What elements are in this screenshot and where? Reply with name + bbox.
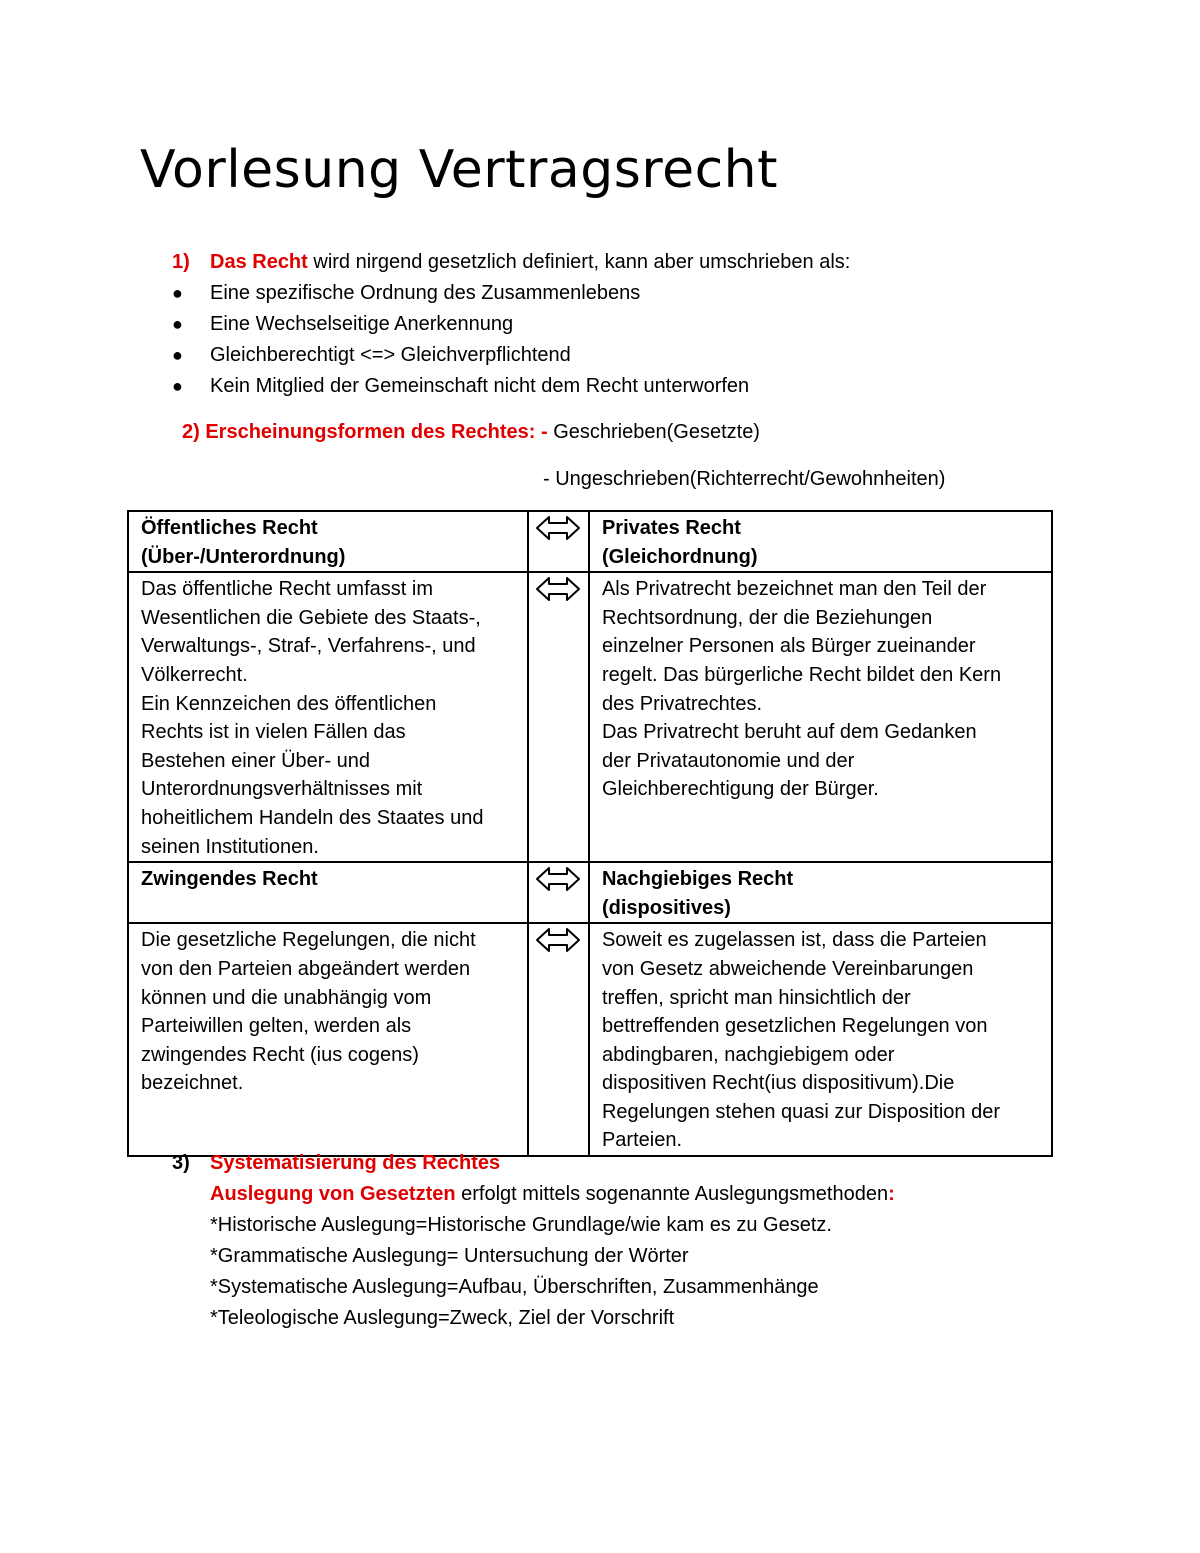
section-3-heading-row [172, 1148, 895, 1179]
cell-text-line: können und die unabhängig vom [141, 986, 432, 1009]
cell-text-line: dispositiven Recht(ius dispositivum).Die [601, 1072, 955, 1095]
cell-text-line: Regelungen stehen quasi zur Disposition der [601, 1100, 1000, 1123]
section-3-sub-text: erfolgt mittels sogenannte Auslegungsmethoden [455, 1183, 889, 1205]
cell-text-line: der Privatautonomie und der [601, 749, 855, 772]
section-3-heading: Systematisierung des Rechtes [210, 1152, 501, 1174]
table-cell-arrow [528, 923, 589, 1156]
table-cell-left [128, 923, 528, 1156]
table-cell-left [128, 862, 528, 923]
list-item-text: Eine Wechselseitige Anerkennung [210, 313, 514, 335]
cell-text-line: regelt. Das bürgerliche Recht bildet den Kern [601, 663, 1002, 686]
double-arrow-icon [535, 865, 581, 893]
cell-text-line: von Gesetz abweichende Vereinbarungen [601, 957, 974, 980]
cell-text-line: Rechts ist in vielen Fällen das [141, 721, 406, 744]
section-2-heading: 2) Erscheinungsformen des Rechtes: - [182, 421, 548, 443]
bullet-icon: ● [172, 345, 183, 365]
list-item: *Teleologische Auslegung=Zweck, Ziel der Vorschrift [210, 1307, 675, 1329]
cell-text-line: Parteiwillen gelten, werden als [141, 1015, 412, 1038]
cell-text-line: Das Privatrecht beruht auf dem Gedanken [601, 721, 977, 744]
cell-text-line: (dispositives) [601, 896, 731, 919]
list-item [172, 309, 850, 340]
cell-text-line: Wesentlichen die Gebiete des Staats-, [141, 606, 481, 629]
page-title: Vorlesung Vertragsrecht [140, 140, 779, 200]
list-item [172, 340, 850, 371]
table-row [128, 511, 1052, 572]
table-cell-right [589, 862, 1052, 923]
cell-text-line: Ein Kennzeichen des öffentlichen [141, 692, 437, 715]
cell-text-line: (Gleichordnung) [601, 545, 758, 568]
cell-text-line: einzelner Personen als Bürger zueinander [601, 635, 976, 658]
table-row [128, 923, 1052, 1156]
list-item: *Historische Auslegung=Historische Grundlage/wie kam es zu Gesetz. [210, 1214, 832, 1236]
list-item [172, 371, 850, 402]
double-arrow-icon [535, 514, 581, 542]
bullet-icon: ● [172, 283, 183, 303]
cell-text-line: Unterordnungsverhältnisses mit [141, 778, 423, 801]
table-cell-left [128, 511, 528, 572]
table-cell-left [128, 572, 528, 862]
section-1-number: 1) [172, 251, 190, 273]
cell-text-line: Rechtsordnung, der die Beziehungen [601, 606, 933, 629]
table-cell-right [589, 572, 1052, 862]
section-2-line-2: - Ungeschrieben(Richterrecht/Gewohnheiten) [543, 468, 946, 490]
section-3-sub-colon: : [888, 1183, 895, 1205]
table-cell-arrow [528, 862, 589, 923]
section-3-subline [172, 1179, 895, 1210]
cell-text-line: bettreffenden gesetzlichen Regelungen von [601, 1015, 988, 1038]
table-cell-arrow [528, 511, 589, 572]
cell-text-line: Verwaltungs-, Straf-, Verfahrens-, und [141, 635, 476, 658]
cell-text-line: zwingendes Recht (ius cogens) [141, 1043, 419, 1066]
cell-text-line: Nachgiebiges Recht [601, 868, 794, 891]
section-1 [172, 247, 850, 402]
cell-text-line: Als Privatrecht bezeichnet man den Teil der [601, 578, 987, 601]
bullet-icon: ● [172, 376, 183, 396]
section-1-text: wird nirgend gesetzlich definiert, kann aber umschrieben als: [307, 251, 851, 273]
cell-text-line: Öffentliches Recht [141, 517, 318, 539]
cell-text-line: treffen, spricht man hinsichtlich der [601, 986, 911, 1009]
list-item-text: Kein Mitglied der Gemeinschaft nicht dem Recht unterworfen [210, 375, 750, 397]
table-cell-right [589, 511, 1052, 572]
double-arrow-icon [535, 926, 581, 954]
section-3 [172, 1148, 895, 1334]
table-row [128, 572, 1052, 862]
table-cell-arrow [528, 572, 589, 862]
cell-text-line: Das öffentliche Recht umfasst im [141, 578, 433, 601]
cell-text-line: (Über-/Unterordnung) [141, 545, 346, 568]
cell-text-line: von den Parteien abgeändert werden [141, 957, 471, 980]
section-3-sub-highlight: Auslegung von Gesetzten [210, 1183, 456, 1205]
cell-text-line: des Privatrechtes. [601, 692, 763, 715]
table-row [128, 862, 1052, 923]
cell-text-line: Zwingendes Recht [141, 868, 318, 891]
comparison-table [127, 510, 1053, 1157]
list-item-text: Gleichberechtigt <=> Gleichverpflichtend [210, 344, 571, 366]
section-1-intro [172, 247, 850, 278]
double-arrow-icon [535, 575, 581, 603]
list-item-text: Eine spezifische Ordnung des Zusammenlebens [210, 282, 641, 304]
list-item [172, 278, 850, 309]
cell-text-line: seinen Institutionen. [141, 835, 319, 858]
section-1-highlight: Das Recht [210, 251, 308, 273]
bullet-icon: ● [172, 314, 183, 334]
section-2 [182, 417, 760, 448]
list-item: *Grammatische Auslegung= Untersuchung der Wörter [210, 1245, 689, 1267]
cell-text-line: Parteien. [601, 1129, 683, 1152]
cell-text-line: Privates Recht [601, 517, 741, 539]
cell-text-line: Gleichberechtigung der Bürger. [601, 778, 879, 801]
section-3-number: 3) [172, 1152, 190, 1174]
list-item: *Systematische Auslegung=Aufbau, Überschriften, Zusammenhänge [210, 1276, 819, 1298]
cell-text-line: Völkerrecht. [141, 663, 248, 686]
cell-text-line: Bestehen einer Über- und [141, 749, 371, 772]
section-2-line-1: Geschrieben(Gesetzte) [547, 421, 760, 443]
cell-text-line: Soweit es zugelassen ist, dass die Parteien [601, 929, 987, 952]
cell-text-line: abdingbaren, nachgiebigem oder [601, 1043, 895, 1066]
cell-text-line: hoheitlichem Handeln des Staates und [141, 806, 484, 829]
table-cell-right [589, 923, 1052, 1156]
cell-text-line: bezeichnet. [141, 1072, 244, 1095]
cell-text-line: Die gesetzliche Regelungen, die nicht [141, 929, 476, 952]
